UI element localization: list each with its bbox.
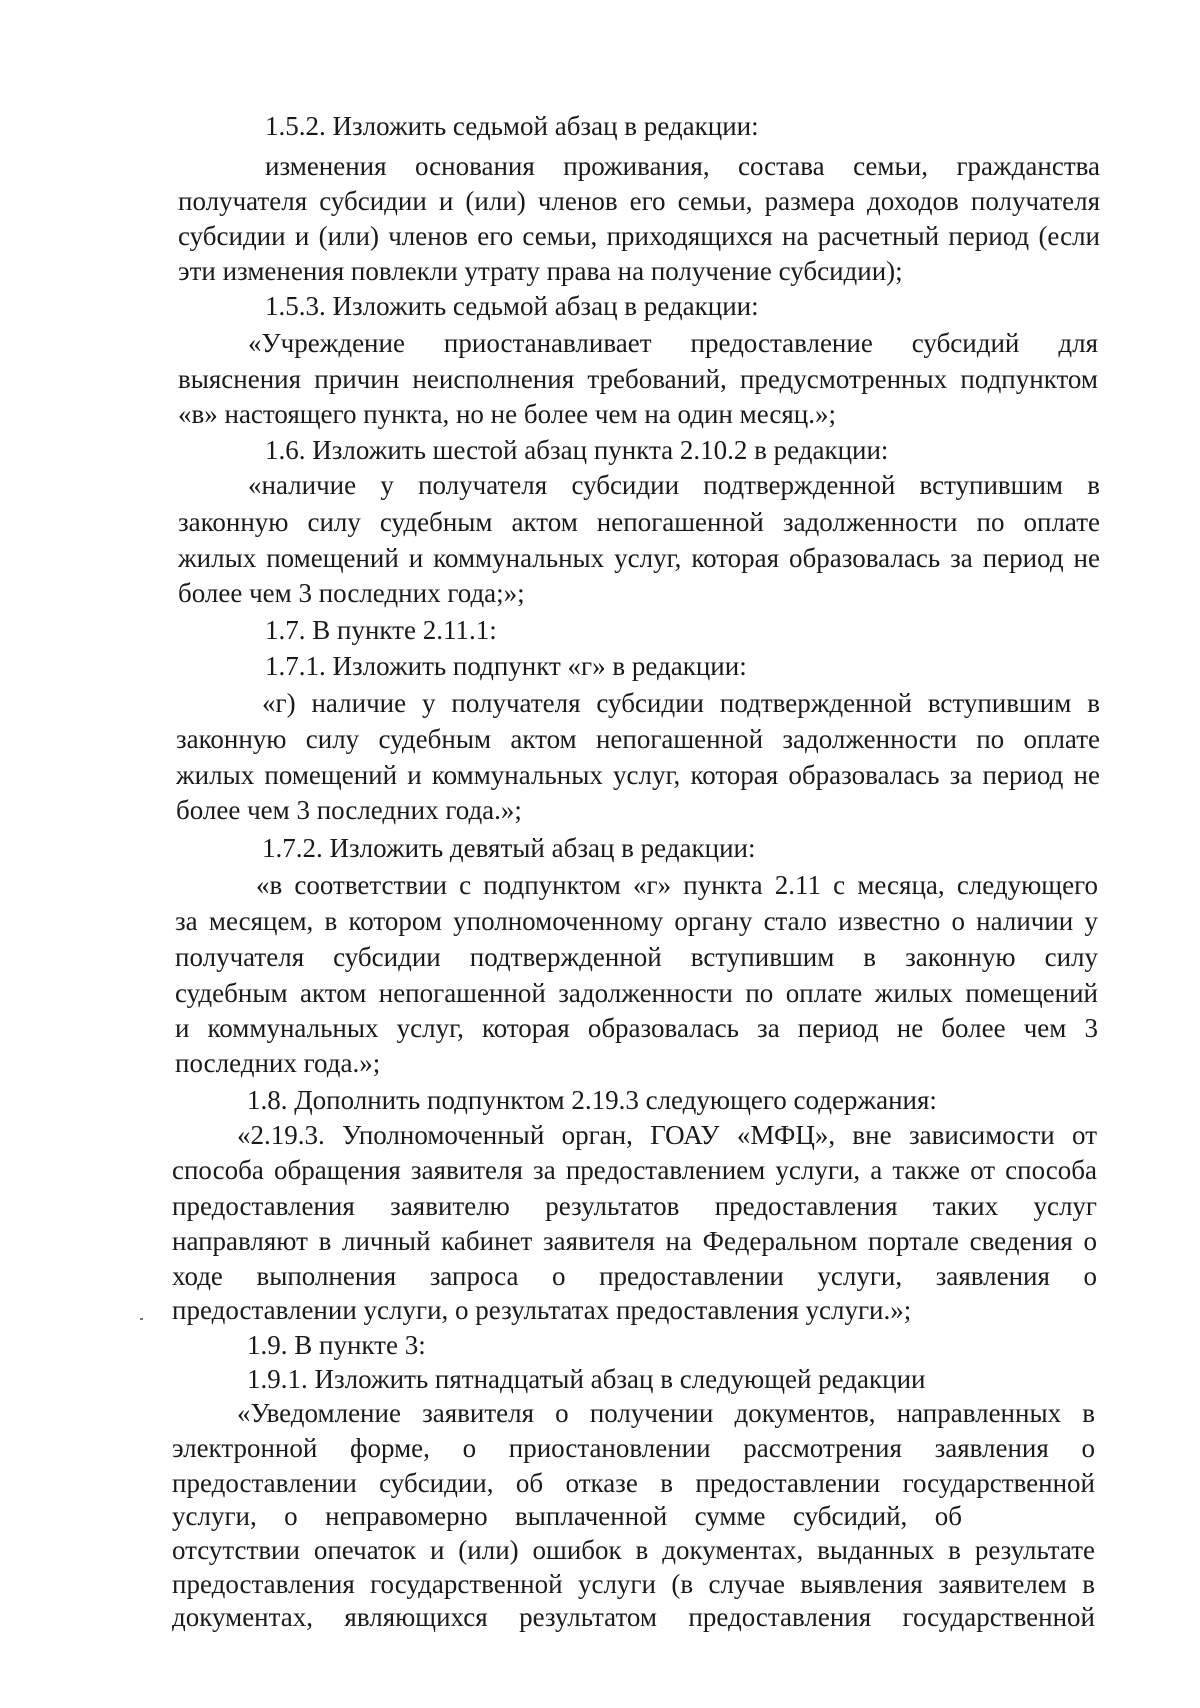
text-line: «Учреждение приостанавливает предоставление субсидий для xyxy=(248,328,1098,358)
text-line: «2.19.3. Уполномоченный орган, ГОАУ «МФЦ», вне зависимости от xyxy=(237,1120,1097,1150)
text-line: законную силу судебным актом непогашенной задолженности по оплате xyxy=(178,507,1100,537)
text-line: направляют в личный кабинет заявителя на Федеральном портале сведения о xyxy=(172,1226,1097,1256)
text-line: «наличие у получателя субсидии подтвержденной вступившим в xyxy=(248,470,1100,500)
text-line: предоставления заявителю результатов предоставления таких услуг xyxy=(172,1191,1097,1221)
text-line: ходе выполнения запроса о предоставлении услуги, заявления о xyxy=(172,1261,1097,1291)
text-line: законную силу судебным актом непогашенной задолженности по оплате xyxy=(176,724,1100,754)
text-line: электронной форме, о приостановлении рассмотрения заявления о xyxy=(172,1433,1095,1463)
text-line: «в» настоящего пункта, но не более чем на один месяц.»; xyxy=(178,399,836,429)
text-line: получателя субсидии подтвержденной вступившим в законную силу xyxy=(175,942,1098,972)
text-line: изменения основания проживания, состава семьи, гражданства xyxy=(265,151,1100,181)
text-line: более чем 3 последних года.»; xyxy=(176,795,522,825)
text-line: за месяцем, в котором уполномоченному органу стало известно о наличии у xyxy=(175,906,1098,936)
scan-speck xyxy=(140,1318,143,1320)
text-line: услуги, о неправомерно выплаченной сумме субсидий, об xyxy=(172,1501,962,1531)
text-line: выяснения причин неисполнения требований, предусмотренных подпунктом xyxy=(178,364,1098,394)
text-line: более чем 3 последних года;»; xyxy=(178,578,525,608)
text-line: отсутствии опечаток и (или) ошибок в документах, выданных в результате xyxy=(172,1535,1095,1565)
text-line: 1.9. В пункте 3: xyxy=(247,1330,426,1360)
text-line: 1.8. Дополнить подпунктом 2.19.3 следующего содержания: xyxy=(247,1085,937,1115)
text-line: 1.5.2. Изложить седьмой абзац в редакции: xyxy=(265,111,759,141)
text-line: жилых помещений и коммунальных услуг, которая образовалась за период не xyxy=(176,760,1100,790)
text-line: эти изменения повлекли утрату права на получение субсидии); xyxy=(178,256,903,286)
text-line: 1.6. Изложить шестой абзац пункта 2.10.2 в редакции: xyxy=(265,435,889,465)
text-line: 1.7.2. Изложить девятый абзац в редакции: xyxy=(262,833,756,863)
text-line: жилых помещений и коммунальных услуг, которая образовалась за период не xyxy=(178,543,1100,573)
text-line: 1.7. В пункте 2.11.1: xyxy=(265,615,497,645)
text-line: «г) наличие у получателя субсидии подтвержденной вступившим в xyxy=(262,688,1100,718)
text-line: субсидии и (или) членов его семьи, приходящихся на расчетный период (если xyxy=(178,221,1100,251)
text-line: предоставлении услуги, о результатах предоставления услуги.»; xyxy=(172,1295,912,1325)
text-line: предоставлении субсидии, об отказе в предоставлении государственной xyxy=(172,1468,1095,1498)
text-line: предоставления государственной услуги (в случае выявления заявителем в xyxy=(172,1569,1095,1599)
text-line: 1.5.3. Изложить седьмой абзац в редакции: xyxy=(265,291,759,321)
text-line: способа обращения заявителя за предоставлением услуги, а также от способа xyxy=(172,1155,1097,1185)
text-line: 1.9.1. Изложить пятнадцатый абзац в следующей редакции xyxy=(247,1364,926,1394)
text-line: «Уведомление заявителя о получении документов, направленных в xyxy=(237,1398,1095,1428)
text-line: 1.7.1. Изложить подпункт «г» в редакции: xyxy=(265,651,747,681)
text-line: судебным актом непогашенной задолженности по оплате жилых помещений xyxy=(175,978,1098,1008)
text-line: последних года.»; xyxy=(175,1048,381,1078)
text-line: «в соответствии с подпунктом «г» пункта 2.11 с месяца, следующего xyxy=(256,870,1098,900)
text-line: документах, являющихся результатом предоставления государственной xyxy=(172,1602,1095,1632)
text-line: и коммунальных услуг, которая образовалась за период не более чем 3 xyxy=(175,1013,1098,1043)
text-line: получателя субсидии и (или) членов его семьи, размера доходов получателя xyxy=(178,186,1100,216)
